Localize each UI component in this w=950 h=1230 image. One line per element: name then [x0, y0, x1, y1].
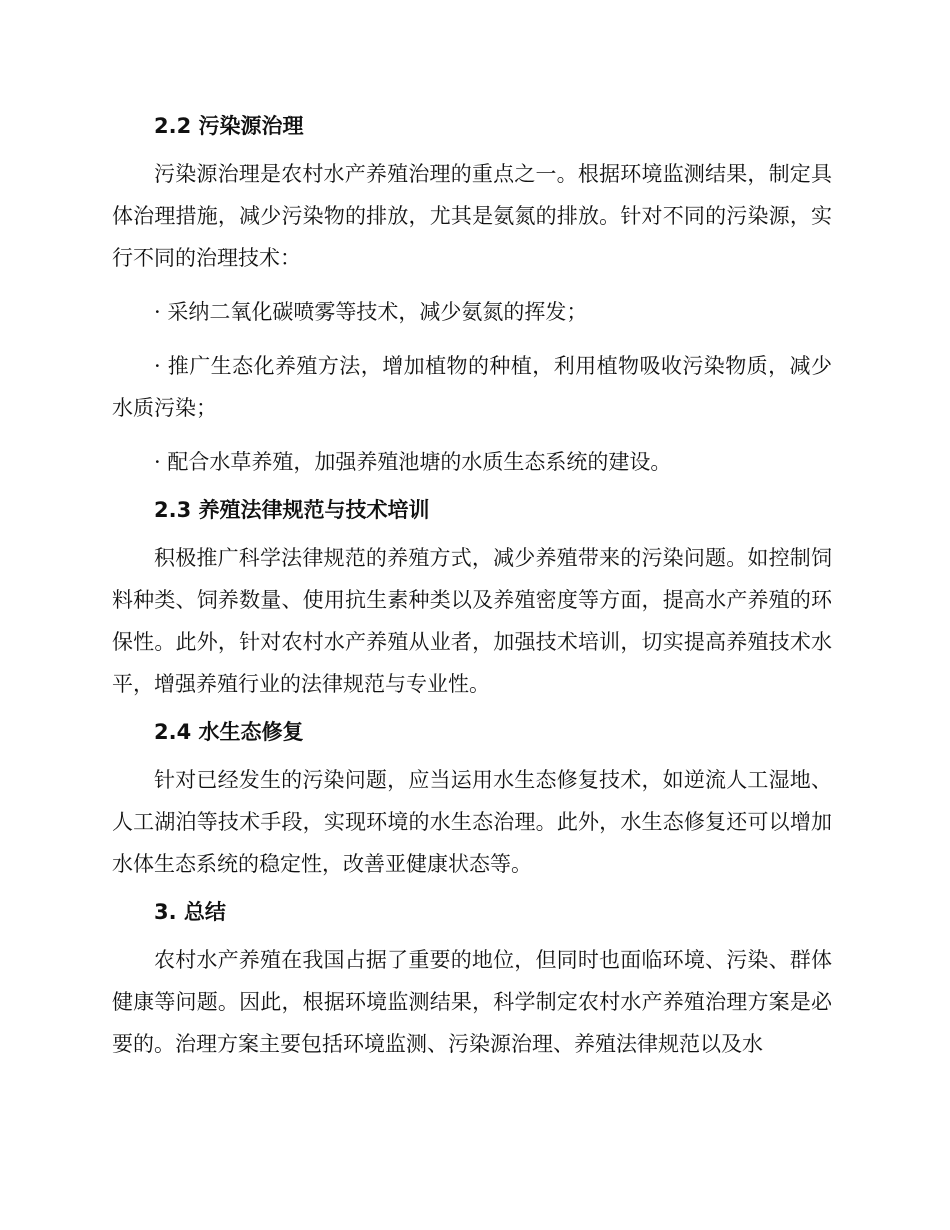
paragraph-pollution-source: 污染源治理是农村水产养殖治理的重点之一。根据环境监测结果，制定具体治理措施，减少污染物的排放，尤其是氨氮的排放。针对不同的污染源，实行不同的治理技术： — [112, 162, 832, 270]
paragraph-ecological-restoration: 针对已经发生的污染问题，应当运用水生态修复技术，如逆流人工湿地、人工湖泊等技术手段，实现环境的水生态治理。此外，水生态修复还可以增加水体生态系统的稳定性，改善亚健康状态等。 — [112, 768, 832, 876]
bullet-item-1: · 采纳二氧化碳喷雾等技术，减少氨氮的挥发； — [154, 300, 588, 324]
paragraph-summary: 农村水产养殖在我国占据了重要的地位，但同时也面临环境、污染、群体健康等问题。因此，根据环境监测结果，科学制定农村水产养殖治理方案是必要的。治理方案主要包括环境监测、污染源治理、养殖法律规范以及水 — [112, 948, 832, 1056]
bullet-item-3: · 配合水草养殖，加强养殖池塘的水质生态系统的建设。 — [154, 450, 672, 474]
section-heading-3: 3. 总结 — [154, 900, 226, 924]
section-heading-2-3: 2.3 养殖法律规范与技术培训 — [154, 498, 430, 522]
section-heading-2-2: 2.2 污染源治理 — [154, 114, 304, 138]
bullet-item-2: · 推广生态化养殖方法，增加植物的种植，利用植物吸收污染物质，减少水质污染； — [112, 354, 832, 420]
paragraph-regulation-training: 积极推广科学法律规范的养殖方式，减少养殖带来的污染问题。如控制饲料种类、饲养数量、使用抗生素种类以及养殖密度等方面，提高水产养殖的环保性。此外，针对农村水产养殖从业者，加强技术培训，切实提高养殖技术水平，增强养殖行业的法律规范与专业性。 — [112, 546, 832, 696]
section-heading-2-4: 2.4 水生态修复 — [154, 720, 304, 744]
